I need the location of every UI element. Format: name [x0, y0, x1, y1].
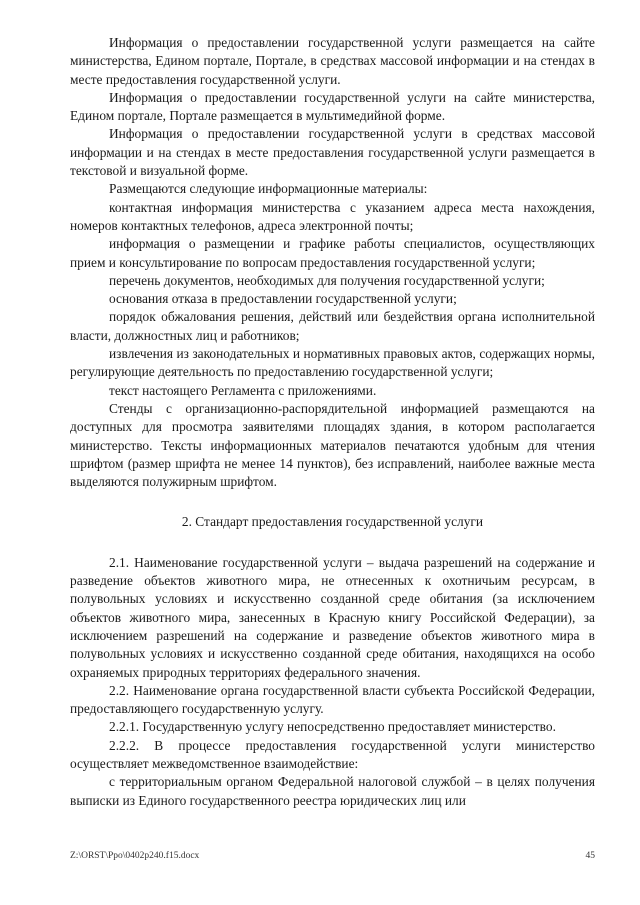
paragraph: 2.2.1. Государственную услугу непосредственно предоставляет министерство. — [109, 719, 556, 735]
paragraph: 2.2.2. В процессе предоставления государственной услуги министерство осуществляет межведомственное взаимодействие: — [70, 737, 595, 771]
file-path: Z:\ORST\Ppo\0402p240.f15.docx — [70, 851, 200, 861]
list-item: основания отказа в предоставлении государственной услуги; — [109, 291, 457, 307]
paragraph: Информация о предоставлении государственной услуги на сайте министерства, Едином портале, Портале размещается в мультимедийной форме. — [70, 89, 595, 124]
paragraph: 2.1. Наименование государственной услуги – выдача разрешений на содержание и разведение объектов животного мира, не отнесенных к охотничьим ресурсам, в полувольных условиях и искусственно созданной среде обитания (за исключением объектов животного мира, занесенных в Красную книгу Российской Федерации), за исключением разрешений на содержание и разведение объектов животного мира в полувольных условиях и искусственно созданной среде обитания, находящихся на особо охраняемых природных территориях федерального значения. — [70, 554, 595, 680]
paragraph: 2.2. Наименование органа государственной власти субъекта Российской Федерации, предоставляющего государственную услугу. — [70, 682, 595, 717]
page-number: 45 — [585, 851, 595, 861]
list-item: информация о размещении и графике работы специалистов, осуществляющих прием и консультирование по вопросам предоставления государственной услуги; — [70, 236, 595, 270]
paragraph: Размещаются следующие информационные материалы: — [109, 181, 428, 197]
paragraphs-top — [70, 34, 595, 491]
list-item: извлечения из законодательных и нормативных правовых актов, содержащих нормы, регулирующие деятельность по предоставлению государственной услуги; — [70, 346, 595, 380]
paragraph: Информация о предоставлении государственной услуги размещается на сайте министерства, Едином портале, Портале, в средствах массовой информации и на стендах в месте предоставления государственной услуги. — [70, 35, 595, 87]
paragraph: Стенды с организационно-распорядительной информацией размещаются на доступных для просмотра заявителями площадях здания, в котором располагается министерство. Тексты информационных материалов печатаются удобным для чтения шрифтом (размер шрифта не менее 14 пунктов), без исправлений, наиболее важные места выделяются полужирным шрифтом. — [70, 400, 595, 490]
paragraph: с территориальным органом Федеральной налоговой службой – в целях получения выписки из Единого государственного реестра юридических лиц или — [70, 774, 595, 808]
section-heading: 2. Стандарт предоставления государственной услуги — [181, 514, 484, 530]
paragraph: Информация о предоставлении государственной услуги в средствах массовой информации и на стендах в месте предоставления государственной услуги размещается в текстовой и визуальной форме. — [70, 126, 595, 179]
list-item: перечень документов, необходимых для получения государственной услуги; — [109, 272, 545, 288]
paragraphs-bottom — [70, 554, 595, 810]
list-item: контактная информация министерства с указанием адреса места нахождения, номеров контактных телефонов, адреса электронной почты; — [70, 199, 595, 233]
list-item: порядок обжалования решения, действий или бездействия органа исполнительной власти, должностных лиц и работников; — [70, 309, 595, 343]
list-item: текст настоящего Регламента с приложениями. — [109, 382, 377, 398]
document-body — [70, 34, 595, 810]
